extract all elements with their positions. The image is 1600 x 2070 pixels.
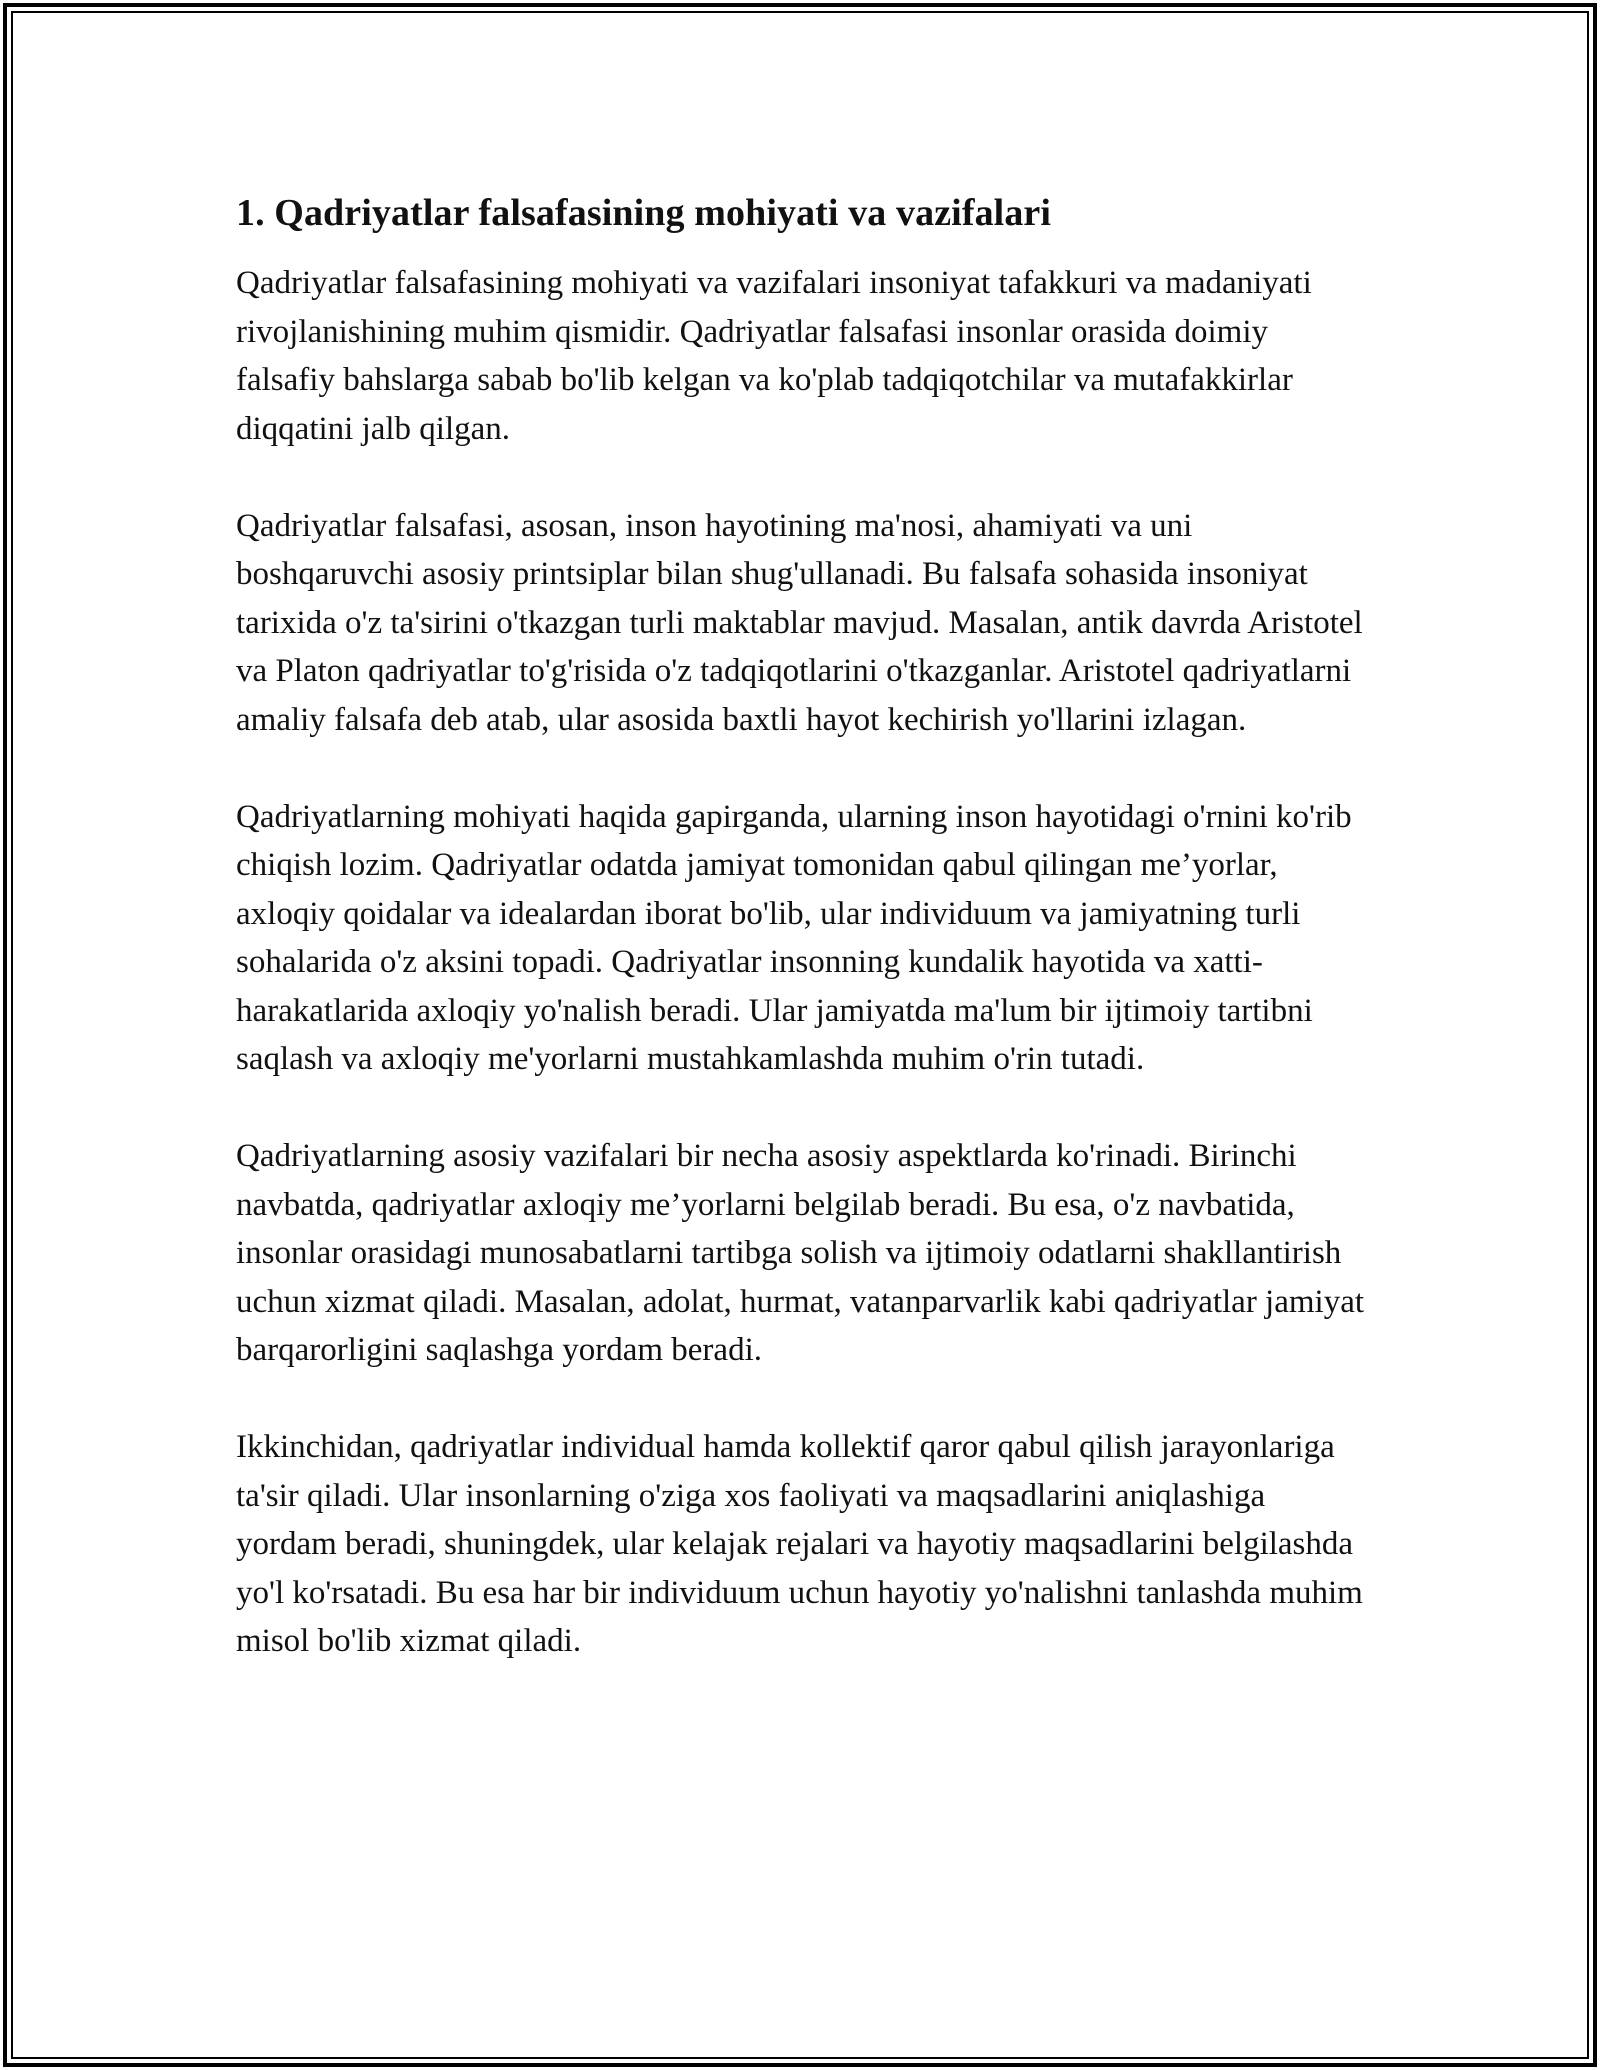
paragraph-4: Qadriyatlarning asosiy vazifalari bir necha asosiy aspektlarda ko'rinadi. Birinchi navbatda, qadriyatlar axloqiy me’yorlarni belgilab beradi. Bu esa, o'z navbatida, insonlar orasidagi munosabatlarni tartibga solish va ijtimoiy odatlarni shakllantirish uchun xizmat qiladi. Masalan, adolat, hurmat, vatanparvarlik kabi qadriyatlar jamiyat barqarorligini saqlashga yordam beradi.	[236, 1138, 1365, 1368]
paragraph-2: Qadriyatlar falsafasi, asosan, inson hayotining ma'nosi, ahamiyati va uni boshqaruvchi asosiy printsiplar bilan shug'ullanadi. Bu falsafa sohasida insoniyat tarixida o'z ta'sirini o'tkazgan turli maktablar mavjud. Masalan, antik davrda Aristotel va Platon qadriyatlar to'g'risida o'z tadqiqotlarini o'tkazganlar. Aristotel qadriyatlarni amaliy falsafa deb atab, ular asosida baxtli hayot kechirish yo'llarini izlagan.	[236, 507, 1363, 738]
section-heading: 1. Qadriyatlar falsafasining mohiyati va vazifalari	[236, 192, 1052, 234]
paragraph-1: Qadriyatlar falsafasining mohiyati va vazifalari insoniyat tafakkuri va madaniyati rivojlanishining muhim qismidir. Qadriyatlar falsafasi insonlar orasida doimiy falsafiy bahslarga sabab bo'lib kelgan va ko'plab tadqiqotchilar va mutafakkirlar diqqatini jalb qilgan.	[236, 265, 1312, 447]
document-body	[236, 187, 1366, 1666]
paragraph-5: Ikkinchidan, qadriyatlar individual hamda kollektif qaror qabul qilish jarayonlariga ta'sir qiladi. Ular insonlarning o'ziga xos faoliyati va maqsadlarini aniqlashiga yordam beradi, shuningdek, ular kelajak rejalari va hayotiy maqsadlarini belgilashda yo'l ko'rsatadi. Bu esa har bir individuum uchun hayotiy yo'nalishni tanlashda muhim misol bo'lib xizmat qiladi.	[236, 1429, 1363, 1659]
paragraph-3: Qadriyatlarning mohiyati haqida gapirganda, ularning inson hayotidagi o'rnini ko'rib chiqish lozim. Qadriyatlar odatda jamiyat tomonidan qabul qilingan me’yorlar, axloqiy qoidalar va idealardan iborat bo'lib, ular individuum va jamiyatning turli sohalarida o'z aksini topadi. Qadriyatlar insonning kundalik hayotida va xatti-harakatlarida axloqiy yo'nalish beradi. Ular jamiyatda ma'lum bir ijtimoiy tartibni saqlash va axloqiy me'yorlarni mustahkamlashda muhim o'rin tutadi.	[236, 798, 1352, 1077]
